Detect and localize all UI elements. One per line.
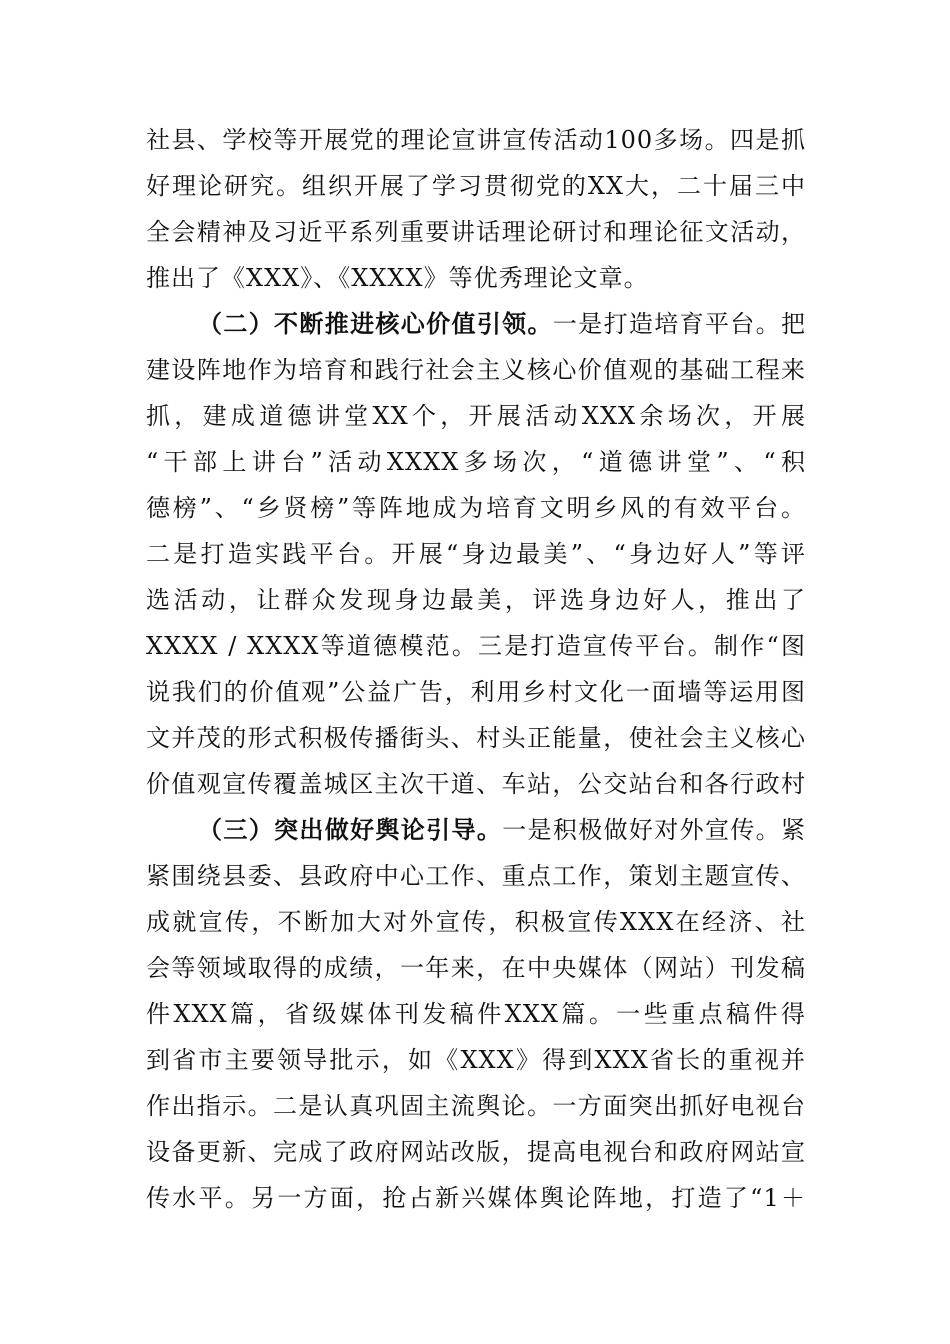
text-line bbox=[146, 807, 806, 853]
text-line: 抓，建成道德讲堂XX个，开展活动XXX余场次，开展 bbox=[146, 402, 806, 430]
paragraph-theory-research bbox=[146, 117, 806, 301]
text-line: 会等领域取得的成绩，一年来，在中央媒体（网站）刊发稿 bbox=[146, 954, 806, 982]
paragraph-core-values bbox=[146, 301, 806, 807]
text-line bbox=[146, 301, 806, 347]
text-line: 社县、学校等开展党的理论宣讲宣传活动100多场。四是抓 bbox=[146, 126, 806, 154]
text-line: 德榜”、“乡贤榜”等阵地成为培育文明乡风的有效平台。 bbox=[146, 494, 806, 522]
section-heading-opinion: （三）突出做好舆论引导。 bbox=[198, 815, 503, 844]
text-fragment: 一是积极做好对外宣传。紧 bbox=[502, 816, 807, 844]
text-line: 全会精神及习近平系列重要讲话理论研讨和理论征文活动， bbox=[146, 218, 806, 246]
text-line: 传水平。另一方面，抢占新兴媒体舆论阵地，打造了“1＋ bbox=[146, 1184, 806, 1212]
text-line: 二是打造实践平台。开展“身边最美”、“身边好人”等评 bbox=[146, 540, 806, 568]
section-heading-values: （二）不断推进核心价值引领。 bbox=[198, 309, 553, 338]
text-line: 建设阵地作为培育和践行社会主义核心价值观的基础工程来 bbox=[146, 356, 806, 384]
document-page bbox=[146, 117, 806, 1221]
text-line: 作出指示。二是认真巩固主流舆论。一方面突出抓好电视台 bbox=[146, 1092, 806, 1120]
text-fragment: 一是打造培育平台。把 bbox=[552, 310, 807, 338]
text-line: “干部上讲台”活动XXXX多场次，“道德讲堂”、“积 bbox=[146, 448, 806, 476]
text-line: 好理论研究。组织开展了学习贯彻党的XX大，二十届三中 bbox=[146, 172, 806, 200]
text-line: 推出了《XXX》、《XXXX》等优秀理论文章。 bbox=[146, 264, 649, 292]
text-line: 件XXX篇，省级媒体刊发稿件XXX篇。一些重点稿件得 bbox=[146, 1000, 806, 1028]
text-line: 价值观宣传覆盖城区主次干道、车站，公交站台和各行政村 bbox=[146, 770, 806, 798]
text-line: 选活动，让群众发现身边最美，评选身边好人，推出了 bbox=[146, 586, 806, 614]
text-line: 说我们的价值观”公益广告，利用乡村文化一面墙等运用图 bbox=[146, 678, 806, 706]
text-line: 设备更新、完成了政府网站改版，提高电视台和政府网站宣 bbox=[146, 1138, 806, 1166]
text-line: 文并茂的形式积极传播街头、村头正能量，使社会主义核心 bbox=[146, 724, 806, 752]
paragraph-public-opinion bbox=[146, 807, 806, 1221]
text-line: XXXX / XXXX等道德模范。三是打造宣传平台。制作“图 bbox=[146, 632, 806, 660]
text-line: 紧围绕县委、县政府中心工作、重点工作，策划主题宣传、 bbox=[146, 862, 806, 890]
text-line: 到省市主要领导批示，如《XXX》得到XXX省长的重视并 bbox=[146, 1046, 806, 1074]
text-line: 成就宣传，不断加大对外宣传，积极宣传XXX在经济、社 bbox=[146, 908, 806, 936]
